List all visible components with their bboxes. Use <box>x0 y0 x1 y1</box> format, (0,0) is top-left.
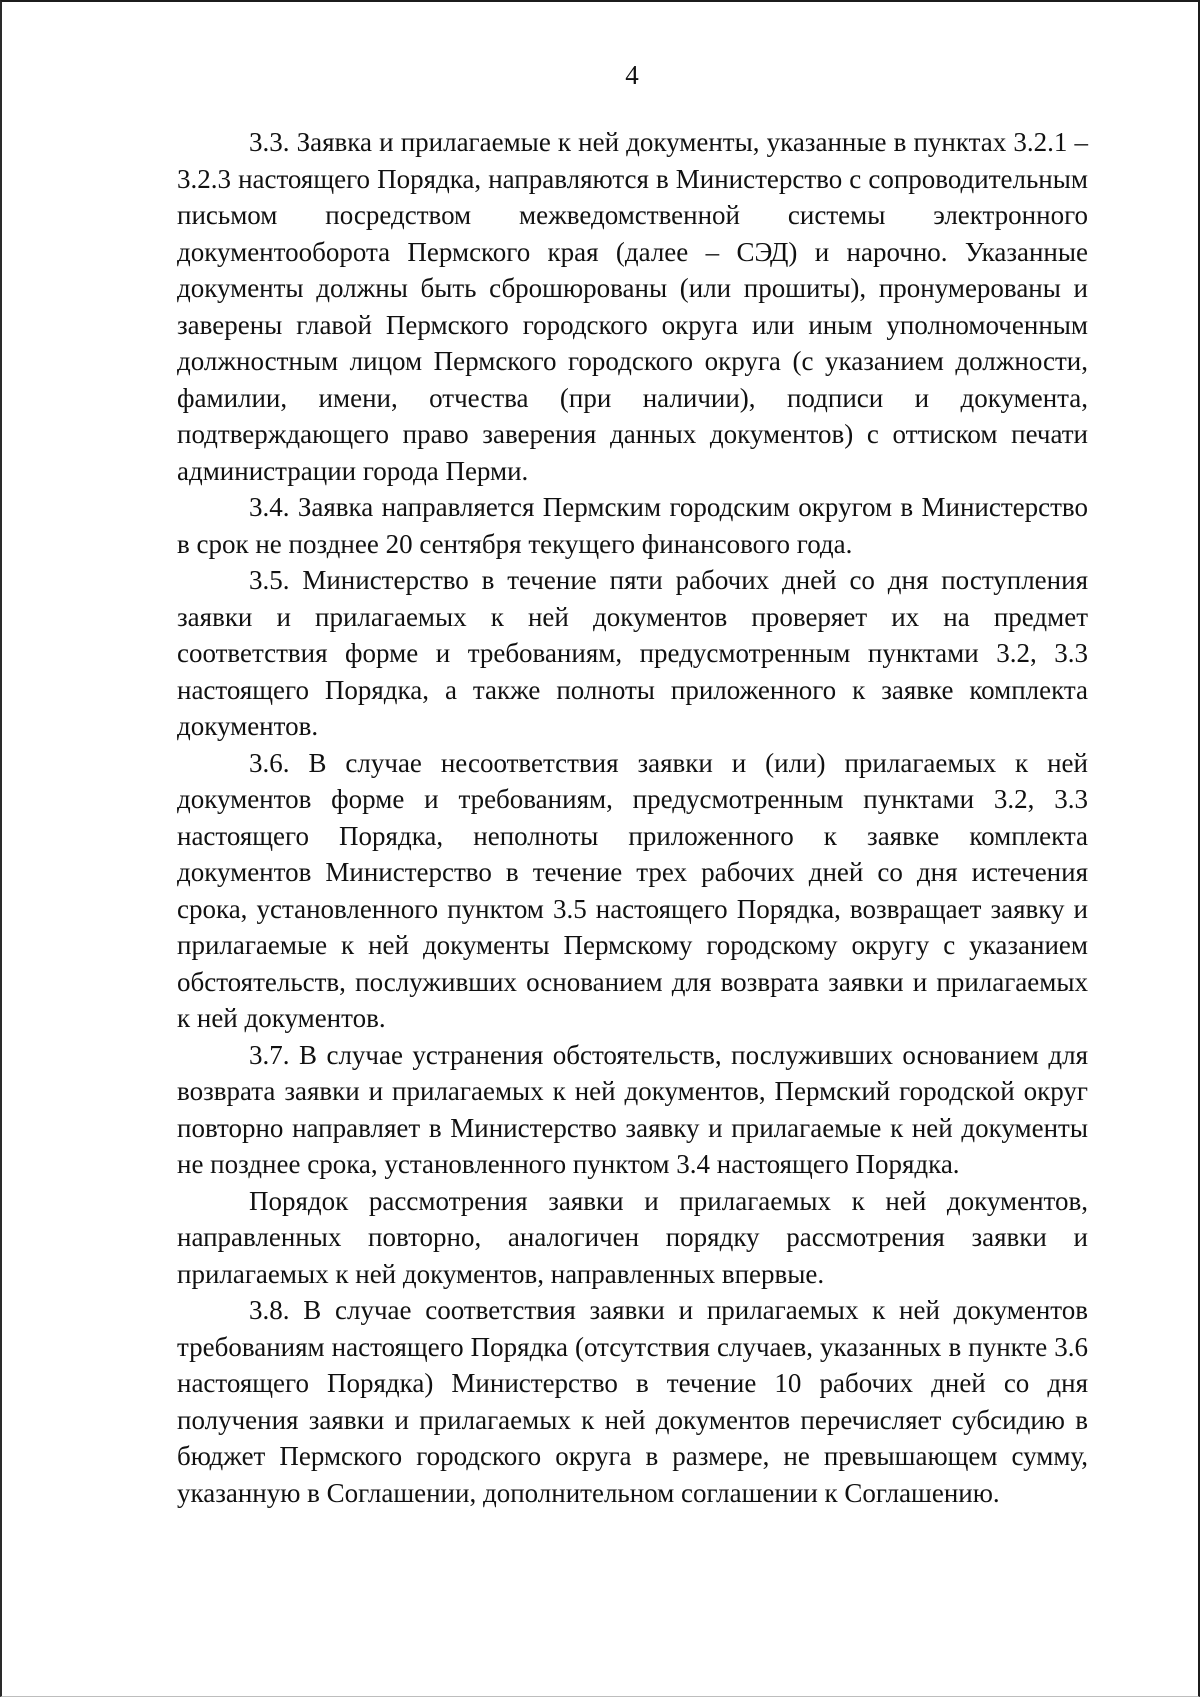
paragraph-3-5: 3.5. Министерство в течение пяти рабочих дней со дня поступления заявки и прилагаемых к ней документов проверяет их на предмет соответствия форме и требованиям, предусмотренным пунктами 3.2, 3.3 настоящего Порядка, а также полноты приложенного к заявке комплекта документов. <box>177 565 1088 741</box>
paragraph-3-8: 3.8. В случае соответствия заявки и прилагаемых к ней документов требованиям настоящего Порядка (отсутствия случаев, указанных в пункте 3.6 настоящего Порядка) Министерство в течение 10 рабочих дней со дня получения заявки и прилагаемых к ней документов перечисляет субсидию в бюджет Пермского городского округа в размере, не превышающем сумму, указанную в Соглашении, дополнительном соглашении к Соглашению. <box>177 1295 1088 1508</box>
document-body <box>177 124 1088 1511</box>
paragraph-3-4: 3.4. Заявка направляется Пермским городским округом в Министерство в срок не позднее 20 сентября текущего финансового года. <box>177 492 1088 559</box>
paragraph-3-3: 3.3. Заявка и прилагаемые к ней документы, указанные в пунктах 3.2.1 – 3.2.3 настоящего Порядка, направляются в Министерство с сопроводительным письмом посредством межведомственной системы электронного документооборота Пермского края (далее – СЭД) и нарочно. Указанные документы должны быть сброшюрованы (или прошиты), пронумерованы и заверены главой Пермского городского округа или иным уполномоченным должностным лицом Пермского городского округа (с указанием должности, фамилии, имени, отчества (при наличии), подписи и документа, подтверждающего право заверения данных документов) с оттиском печати администрации города Перми. <box>177 127 1088 486</box>
paragraph-repeat-review: Порядок рассмотрения заявки и прилагаемых к ней документов, направленных повторно, аналогичен порядку рассмотрения заявки и прилагаемых к ней документов, направленных впервые. <box>177 1185 1088 1289</box>
page-number: 4 <box>625 60 639 90</box>
paragraph-3-6: 3.6. В случае несоответствия заявки и (или) прилагаемых к ней документов форме и требованиям, предусмотренным пунктами 3.2, 3.3 настоящего Порядка, неполноты приложенного к заявке комплекта документов Министерство в течение трех рабочих дней со дня истечения срока, установленного пунктом 3.5 настоящего Порядка, возвращает заявку и прилагаемые к ней документы Пермскому городскому округу с указанием обстоятельств, послуживших основанием для возврата заявки и прилагаемых к ней документов. <box>177 747 1088 1033</box>
paragraph-3-7: 3.7. В случае устранения обстоятельств, послуживших основанием для возврата заявки и прилагаемых к ней документов, Пермский городской округ повторно направляет в Министерство заявку и прилагаемые к ней документы не позднее срока, установленного пунктом 3.4 настоящего Порядка. <box>177 1039 1088 1179</box>
